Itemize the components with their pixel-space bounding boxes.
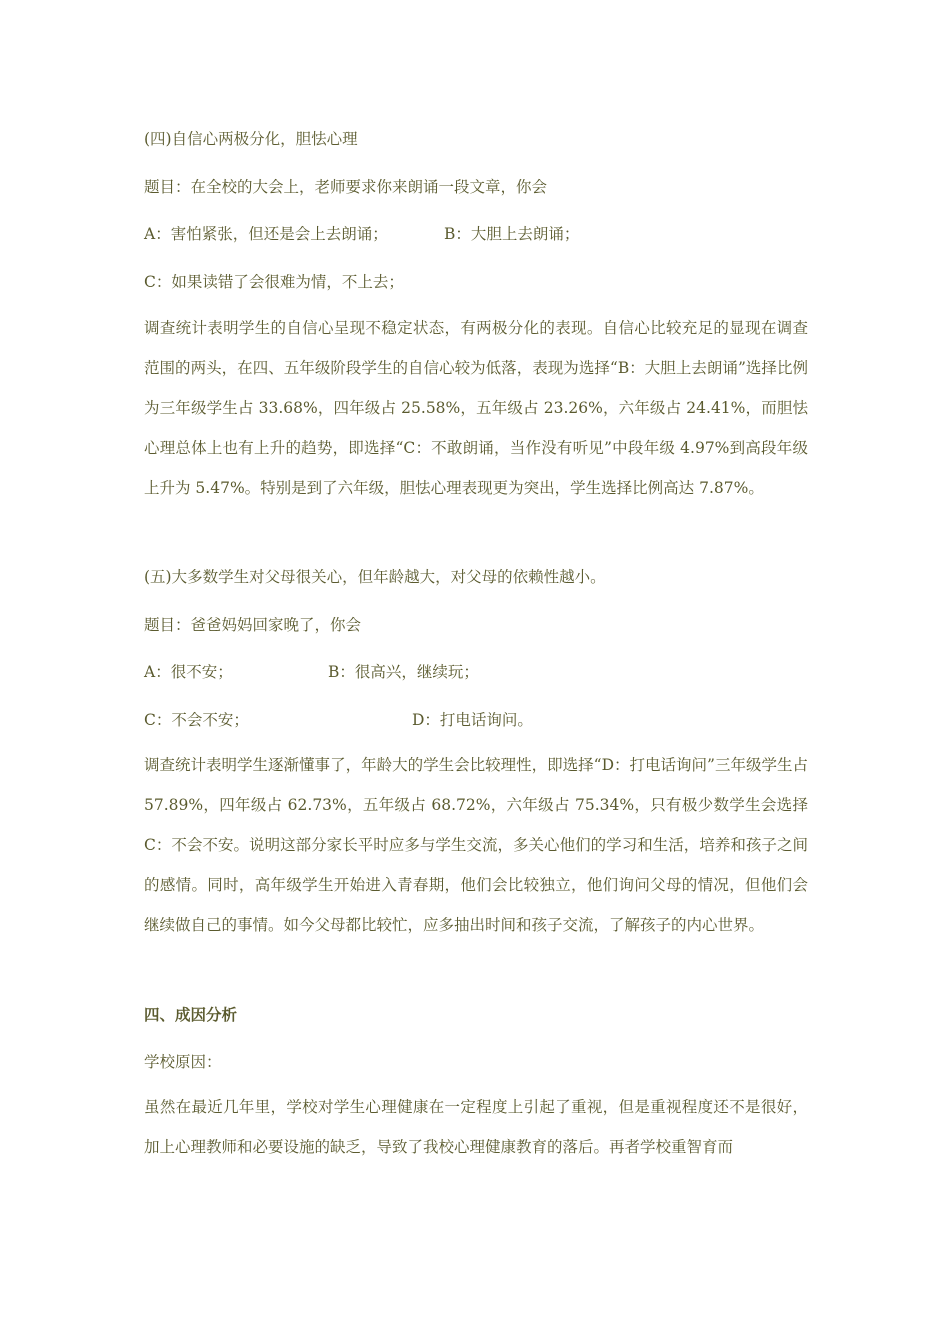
question-prompt-recitation: 题目：在全校的大会上，老师要求你来朗诵一段文章，你会 — [144, 178, 548, 196]
section-heading-parents: (五)大多数学生对父母很关心，但年龄越大，对父母的依赖性越小。 — [144, 568, 606, 586]
analysis-paragraph-confidence: 调查统计表明学生的自信心呈现不稳定状态，有两极分化的表现。自信心比较充足的显现在调查范围的两头，在四、五年级阶段学生的自信心较为低落，表现为选择“B：大胆上去朗诵”选择比例为三年级学生占 33.68%，四年级占 25.58%，五年级占 23.26%，六年级占 24.41%，而胆怯心理总体上也有上升的趋势，即选择“C：不敢朗诵，当作没有听见”中段年级 4.97%到高段年级上升为 5.47%。特别是到了六年级，胆怯心理表现更为突出，学生选择比例高达 7.87%。 — [144, 319, 808, 497]
option-c: C：如果读错了会很难为情，不上去； — [144, 273, 404, 291]
section-heading-confidence: (四)自信心两极分化，胆怯心理 — [144, 130, 358, 148]
question-options-row-2 — [144, 660, 808, 682]
option-a: A：很不安； — [144, 663, 233, 681]
subheading-school-reasons: 学校原因： — [144, 1053, 222, 1071]
option-b: B：大胆上去朗诵； — [444, 225, 580, 243]
paragraph-school-reasons: 虽然在最近几年里，学校对学生心理健康在一定程度上引起了重视，但是重视程度还不是很好，加上心理教师和必要设施的缺乏，导致了我校心理健康教育的落后。再者学校重智育而 — [144, 1098, 808, 1156]
analysis-paragraph-parents: 调查统计表明学生逐渐懂事了，年龄大的学生会比较理性，即选择“D：打电话询问”三年级学生占 57.89%，四年级占 62.73%，五年级占 68.72%，六年级占 75.34%，只有极少数学生会选择 C：不会不安。说明这部分家长平时应多与学生交流，多关心他们的学习和生活，培养和孩子之间的感情。同时，高年级学生开始进入青春期，他们会比较独立，他们询问父母的情况，但他们会继续做自己的事情。如今父母都比较忙，应多抽出时间和孩子交流，了解孩子的内心世界。 — [144, 756, 808, 934]
option-a: A：害怕紧张，但还是会上去朗诵； — [144, 225, 388, 243]
option-c: C：不会不安； — [144, 711, 249, 729]
question-options-row-1 — [144, 222, 808, 244]
option-b: B：很高兴，继续玩； — [328, 663, 479, 681]
chapter-heading-causes: 四、成因分析 — [144, 1005, 238, 1024]
question-options-row-3 — [144, 708, 808, 730]
question-prompt-parents-late: 题目：爸爸妈妈回家晚了，你会 — [144, 616, 362, 634]
option-d: D：打电话询问。 — [412, 711, 533, 729]
